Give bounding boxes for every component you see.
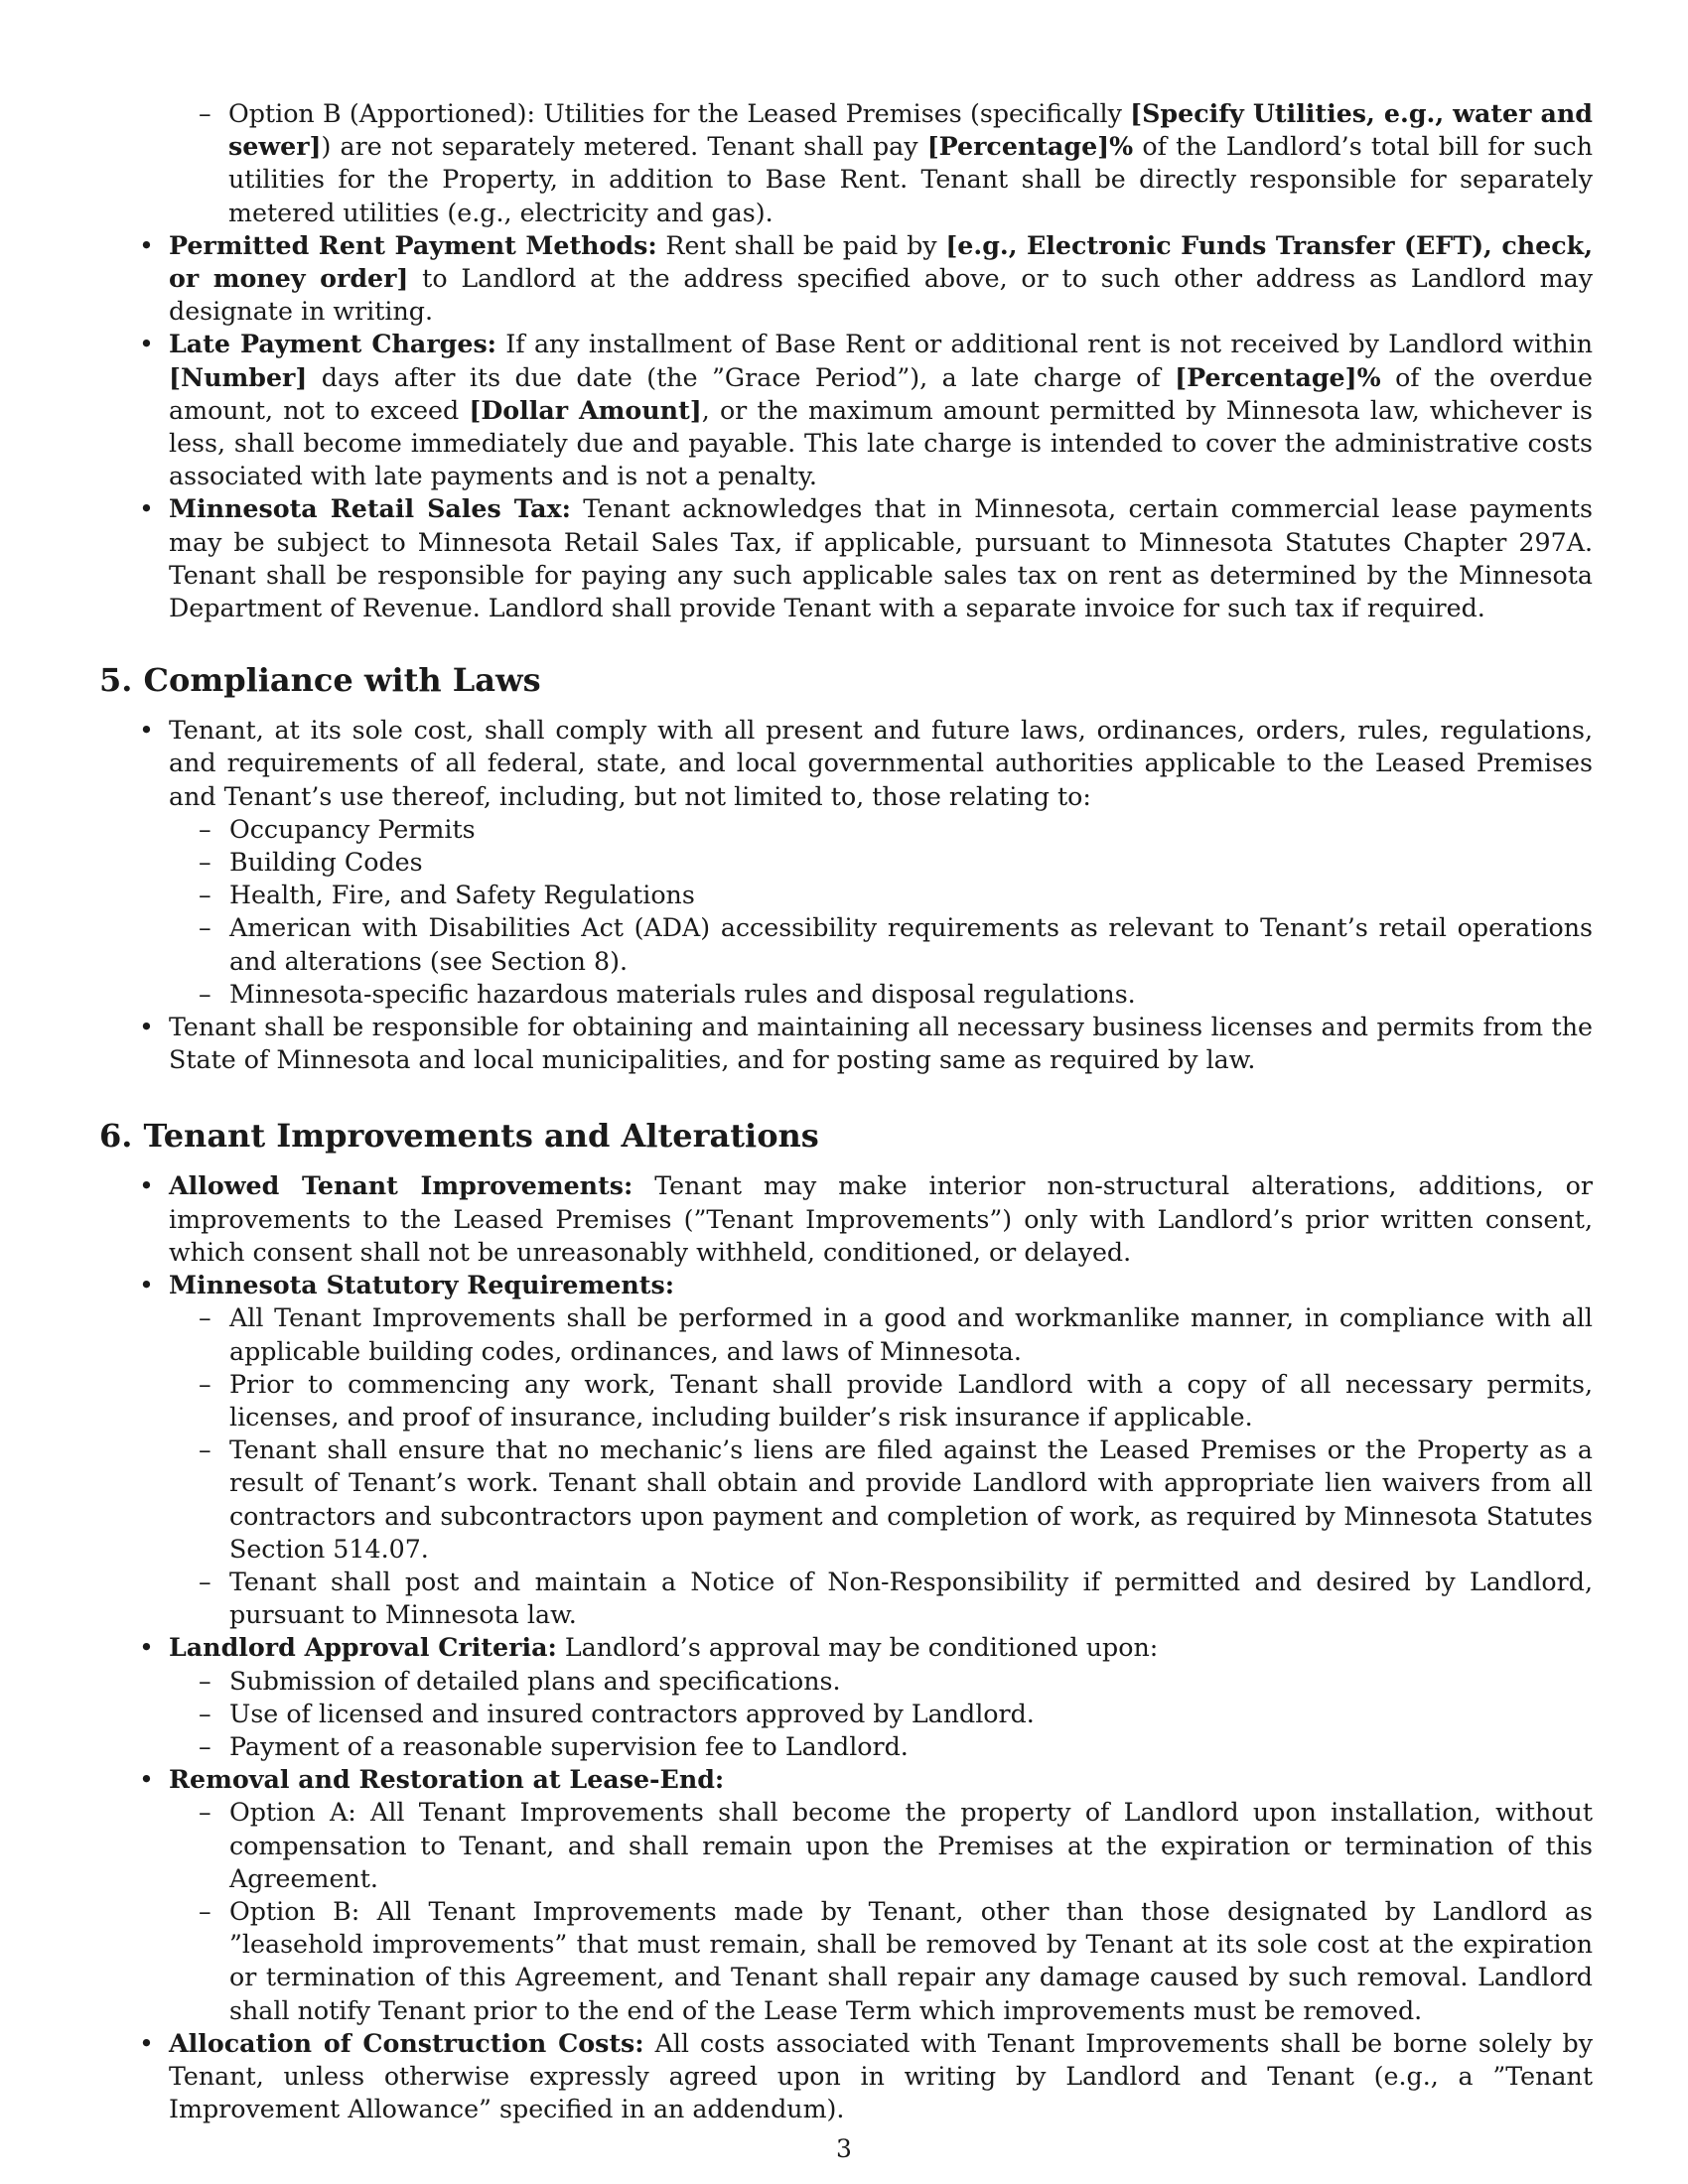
- list-item: – Tenant shall ensure that no mechanic’s liens are filed against the Leased Premises or the Property as a result of Tenant’s work. Tenant shall obtain and provide Landlord with appropriate lien waivers from all contractors and subcontractors upon payment and completion of work, as required by Minnesota Statutes Section 514.07.: [169, 1433, 1593, 1566]
- item-text: to Landlord at the address specified above, or to such other address as Landlord may designate in writing.: [169, 264, 1593, 327]
- section-6-list: [99, 1169, 1593, 2125]
- approval-criteria-item: [99, 1631, 1593, 1763]
- list-item: – Option A: All Tenant Improvements shall become the property of Landlord upon installation, without compensation to Tenant, and shall remain upon the Premises at the expiration or termination of this Agreement.: [169, 1796, 1593, 1895]
- construction-costs-item: [99, 2027, 1593, 2126]
- item-title: Minnesota Retail Sales Tax:: [169, 493, 571, 524]
- item-text: If any installment of Base Rent or additional rent is not received by Landlord within: [496, 330, 1593, 359]
- item-text: Rent shall be paid by: [656, 230, 946, 260]
- number-placeholder: [Number]: [169, 361, 308, 392]
- utilities-placeholder: [Specify Utilities, e.g., water and sewer]: [228, 98, 1593, 162]
- approval-sublist: [169, 1665, 1593, 1764]
- list-item: – Health, Fire, and Safety Regulations: [169, 879, 1593, 911]
- item-text: Tenant, at its sole cost, shall comply with all present and future laws, ordinances, orders, rules, regulations, and requirements of all federal, state, and local governmental authorities applicable to the Leased Premises and Tenant’s use thereof, including, but not limited to, those relating to:: [169, 716, 1593, 811]
- payment-method-placeholder: [e.g., Electronic Funds Transfer (EFT), check, or money order]: [169, 229, 1593, 294]
- page-number: 3: [836, 2134, 852, 2163]
- list-item: – Occupancy Permits: [169, 813, 1593, 846]
- list-item: – American with Disabilities Act (ADA) accessibility requirements as relevant to Tenant’s retail operations and alterations (see Section 8).: [169, 911, 1593, 977]
- statutory-sublist: [169, 1301, 1593, 1631]
- item-text: Tenant may make interior non-structural alterations, additions, or improvements to the Leased Premises (”Tenant Improvements”) only with Landlord’s prior written consent, which consent shall not be unreasonably withheld, conditioned, or delayed.: [169, 1171, 1593, 1267]
- option-b-text: Option B (Apportioned): Utilities for the Leased Premises (specifically: [228, 99, 1131, 128]
- removal-restoration-item: [99, 1763, 1593, 2027]
- list-item: – Use of licensed and insured contractors approved by Landlord.: [169, 1698, 1593, 1730]
- list-item: – Tenant shall post and maintain a Notice of Non-Responsibility if permitted and desired by Landlord, pursuant to Minnesota law.: [169, 1566, 1593, 1631]
- utilities-option-b: [99, 97, 1593, 229]
- item-title: Removal and Restoration at Lease-End:: [169, 1764, 725, 1795]
- compliance-item: [99, 714, 1593, 1011]
- item-title: Allowed Tenant Improvements:: [169, 1170, 633, 1201]
- compliance-sublist: [169, 813, 1593, 1011]
- utilities-options-continued: [99, 97, 1593, 229]
- item-text: of the overdue amount, not to exceed: [169, 362, 1594, 425]
- option-b-text: of the Landlord’s total bill for such utilities for the Property, in addition to Base Rent. Tenant shall be directly responsible for separately metered utilities (e.g., electricity and gas).: [228, 132, 1593, 227]
- dollar-amount-placeholder: [Dollar Amount]: [469, 394, 702, 425]
- list-item: – Minnesota-specific hazardous materials rules and disposal regulations.: [169, 978, 1593, 1011]
- item-text: All costs associated with Tenant Improvements shall be borne solely by Tenant, unless otherwise expressly agreed upon in writing by Landlord and Tenant (e.g., a ”Tenant Improvement Allowance” specified in an addendum).: [169, 2028, 1593, 2124]
- sales-tax-item: [99, 492, 1593, 624]
- list-item: – Prior to commencing any work, Tenant shall provide Landlord with a copy of all necessary permits, licenses, and proof of insurance, including builder’s risk insurance if applicable.: [169, 1368, 1593, 1433]
- item-title: Landlord Approval Criteria:: [169, 1632, 557, 1663]
- item-title: Minnesota Statutory Requirements:: [169, 1270, 675, 1300]
- statutory-requirements-item: [99, 1269, 1593, 1631]
- list-item: – Building Codes: [169, 846, 1593, 879]
- removal-sublist: [169, 1796, 1593, 2026]
- rent-terms-list: [99, 229, 1593, 624]
- list-item: – Option B: All Tenant Improvements made by Tenant, other than those designated by Landlord as ”leasehold improvements” that must remain, shall be removed by Tenant at its sole cost at the expiration or termination of this Agreement, and Tenant shall repair any damage caused by such removal. Landlord shall notify Tenant prior to the end of the Lease Term which improvements must be removed.: [169, 1895, 1593, 2027]
- percentage-placeholder: [Percentage]%: [1175, 361, 1381, 392]
- item-text: days after its due date (the ”Grace Period”), a late charge of: [307, 362, 1176, 392]
- item-text: , or the maximum amount permitted by Minnesota law, whichever is less, shall become immediately due and payable. This late charge is intended to cover the administrative costs associated with late payments and is not a penalty.: [169, 395, 1593, 491]
- option-b-text: ) are not separately metered. Tenant shall pay: [321, 132, 927, 162]
- document-page: [99, 97, 1593, 2125]
- list-item: – Payment of a reasonable supervision fee to Landlord.: [169, 1730, 1593, 1763]
- rent-payment-methods-item: [99, 229, 1593, 329]
- list-item: – All Tenant Improvements shall be performed in a good and workmanlike manner, in compliance with all applicable building codes, ordinances, and laws of Minnesota.: [169, 1301, 1593, 1367]
- section-5-heading: 5. Compliance with Laws: [99, 661, 541, 700]
- section-5-list: [99, 714, 1593, 1076]
- allowed-improvements-item: [99, 1169, 1593, 1269]
- item-text: Tenant acknowledges that in Minnesota, certain commercial lease payments may be subject to Minnesota Retail Sales Tax, if applicable, pursuant to Minnesota Statutes Chapter 297A. Tenant shall be responsible for paying any such applicable sales tax on rent as determined by the Minnesota Department of Revenue. Landlord shall provide Tenant with a separate invoice for such tax if required.: [169, 494, 1593, 623]
- licenses-item: • Tenant shall be responsible for obtaining and maintaining all necessary business licenses and permits from the State of Minnesota and local municipalities, and for posting same as required by law.: [99, 1011, 1593, 1076]
- item-title: Allocation of Construction Costs:: [169, 2027, 644, 2058]
- item-title: Permitted Rent Payment Methods:: [169, 229, 657, 260]
- item-title: Late Payment Charges:: [169, 329, 497, 359]
- percentage-placeholder: [Percentage]%: [926, 131, 1134, 162]
- list-item: – Submission of detailed plans and specifications.: [169, 1665, 1593, 1698]
- late-payment-item: [99, 328, 1593, 492]
- section-6-heading: 6. Tenant Improvements and Alterations: [99, 1117, 819, 1156]
- item-text: Landlord’s approval may be conditioned upon:: [556, 1633, 1159, 1663]
